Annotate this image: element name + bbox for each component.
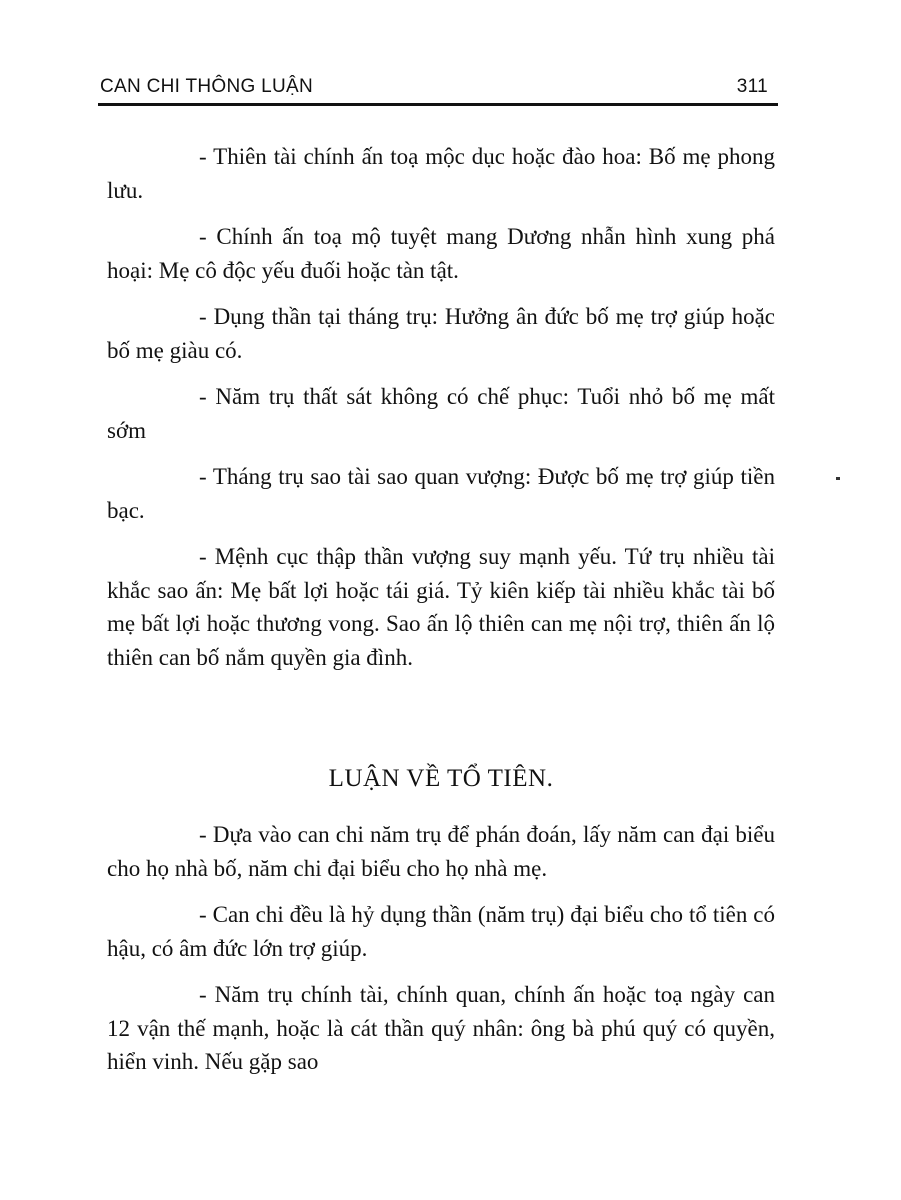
paragraph: - Dựa vào can chi năm trụ để phán đoán, lấy năm can đại biểu cho họ nhà bố, năm chi đại biểu cho họ nhà mẹ. <box>107 822 775 881</box>
paragraph: - Dụng thần tại tháng trụ: Hưởng ân đức bố mẹ trợ giúp hoặc bố mẹ giàu có. <box>107 304 775 363</box>
section-parents <box>107 140 775 674</box>
scan-speck <box>836 477 840 480</box>
paragraph: - Mệnh cục thập thần vượng suy mạnh yếu. Tứ trụ nhiều tài khắc sao ấn: Mẹ bất lợi hoặc tái giá. Tỷ kiên kiếp tài nhiều khắc tài bố mẹ bất lợi hoặc thương vong. Sao ấn lộ thiên can mẹ nội trợ, thiên ấn lộ thiên can bố nắm quyền gia đình. <box>107 544 775 670</box>
page-number: 311 <box>736 76 768 97</box>
paragraph: - Chính ấn toạ mộ tuyệt mang Dương nhẫn hình xung phá hoại: Mẹ cô độc yếu đuối hoặc tàn tật. <box>107 224 775 283</box>
running-header <box>100 76 768 104</box>
paragraph: - Thiên tài chính ấn toạ mộc dục hoặc đào hoa: Bố mẹ phong lưu. <box>107 144 775 203</box>
section-ancestors <box>107 818 775 1079</box>
header-rule <box>98 103 778 106</box>
paragraph: - Can chi đều là hỷ dụng thần (năm trụ) đại biểu cho tổ tiên có hậu, có âm đức lớn trợ giúp. <box>107 902 775 961</box>
paragraph: - Tháng trụ sao tài sao quan vượng: Được bố mẹ trợ giúp tiền bạc. <box>107 464 775 523</box>
paragraph: - Năm trụ chính tài, chính quan, chính ấn hoặc toạ ngày can 12 vận thế mạnh, hoặc là cát thần quý nhân: ông bà phú quý có quyền, hiển vinh. Nếu gặp sao <box>107 982 775 1074</box>
paragraph: - Năm trụ thất sát không có chế phục: Tuổi nhỏ bố mẹ mất sớm <box>107 384 775 443</box>
book-title: CAN CHI THÔNG LUẬN <box>100 76 314 97</box>
section-heading: LUẬN VỀ TỔ TIÊN. <box>328 765 554 792</box>
